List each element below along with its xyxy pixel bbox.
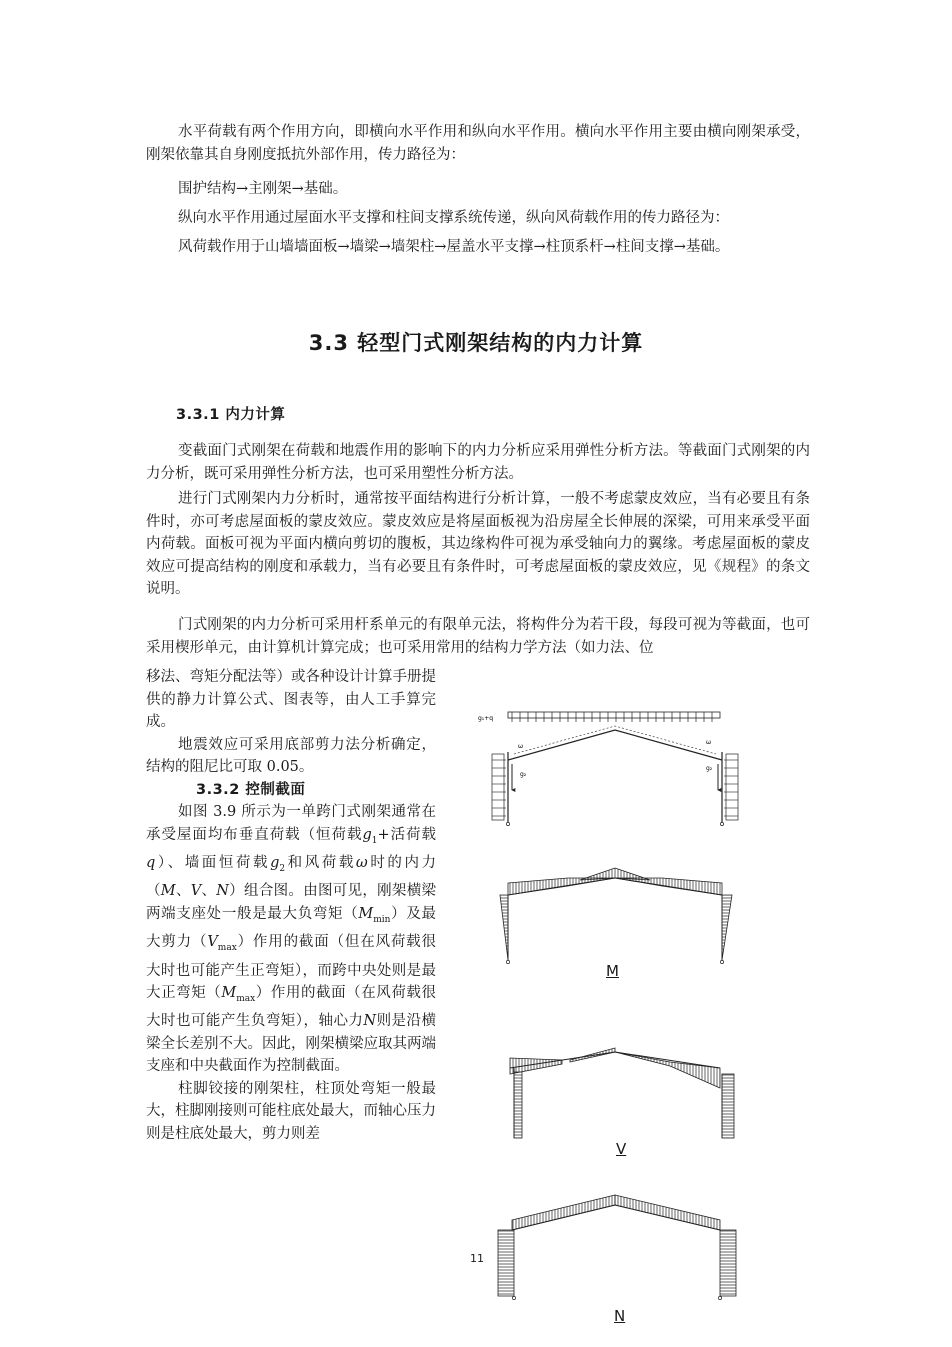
g2-label-right: g₂ [706, 765, 713, 772]
m-right-rafter-region [615, 878, 722, 895]
page-number: 11 [470, 1252, 484, 1265]
sub2-paragraph-2: 柱脚铰接的刚架柱，柱顶处弯矩一般最大，柱脚刚接则可能柱底处最大，而轴心压力则是柱底处最大，剪力则差 [146, 1080, 436, 1142]
axial-diagram-label: N [614, 1307, 626, 1325]
intro-paragraph-4: 风荷载作用于山墙墙面板→墙梁→墙架柱→屋盖水平支撑→柱顶系杆→柱间支撑→基础。 [178, 239, 730, 255]
sub1-paragraph-4: 地震效应可采用底部剪力法分析确定，结构的阻尼比可取 0.05。 [146, 736, 436, 775]
load-rafter [508, 730, 722, 760]
left-column [146, 666, 436, 1145]
shear-diagram-label: V [616, 1140, 627, 1158]
sub2-paragraph-1: 如图 3.9 所示为一单跨门式刚架通常在承受屋面均布垂直荷载（恒荷载$g_1+$活荷载q）、墙面恒荷载$g_2$和风荷载ω时的内力（M、V、N）组合图。由图可见，刚架横梁两端支座处一般是最大负弯矩$(M_{min})$及最大剪力$(V_{max})$作用的截面（但在风荷载很大时也可能产生正弯矩），而跨中央处则是最大正弯矩$(M_{max})$作用的截面（在风荷载很大时也可能产生负弯矩），轴心力N则是沿横梁全长差别不大。因此，刚架横梁应取其两端支座和中央截面作为控制截面。 [146, 804, 437, 1075]
v-right-column-region [722, 1074, 734, 1138]
sub1-paragraph-2: 进行门式刚架内力分析时，通常按平面结构进行分析计算，一般不考虑蒙皮效应，当有必要且有条件时，亦可考虑屋面板的蒙皮效应。蒙皮效应是将屋面板视为沿房屋全长伸展的深梁，可用来承受平面内荷载。面板可视为平面内横向剪切的腹板，其边缘构件可视为承受轴向力的翼缘。考虑屋面板的蒙皮效应可提高结构的刚度和承载力，当有必要且有条件时，可考虑屋面板的蒙皮效应，见《规程》的条文说明。 [146, 491, 810, 597]
section-title: 3.3 轻型门式刚架结构的内力计算 [308, 331, 644, 355]
n-right-column-region [720, 1230, 736, 1296]
subsection-title-3-3-2: 3.3.2 控制截面 [196, 781, 306, 798]
sub1-paragraph-3-continued: 移法、弯矩分配法等）或各种设计计算手册提供的静力计算公式、图表等，由人工手算完成。 [146, 669, 436, 730]
n-left-column-region [498, 1230, 514, 1296]
m-right-column-region [722, 895, 732, 960]
left-wind-box [492, 754, 504, 820]
subsection-title-3-3-1: 3.3.1 内力计算 [176, 407, 286, 423]
m-midspan-region [580, 868, 650, 880]
frame-internal-force-figure [470, 690, 760, 1320]
roof-load-arrows [512, 712, 712, 722]
w-label-right: ω [706, 739, 712, 746]
shear-diagram [510, 1048, 734, 1138]
axial-diagram [498, 1195, 736, 1300]
v-right-rafter-region [615, 1052, 720, 1088]
m-left-rafter-region [508, 878, 615, 895]
v-left-rafter-region [510, 1058, 562, 1074]
intro-paragraph-1: 水平荷载有两个作用方向，即横向水平作用和纵向水平作用。横向水平作用主要由横向刚架承受，刚架依靠其自身刚度抵抗外部作用，传力路径为： [146, 124, 810, 163]
g2-label-left: g₂ [520, 771, 527, 778]
v-left-column-region [514, 1072, 522, 1138]
moment-diagram-label: M [606, 962, 619, 980]
right-wind-box [726, 754, 738, 820]
n-right-rafter-region [615, 1195, 720, 1230]
m-left-column-region [500, 895, 508, 960]
moment-diagram [500, 868, 732, 964]
sub1-paragraph-3: 门式刚架的内力分析可采用杆系单元的有限单元法，将构件分为若干段，每段可视为等截面，也可采用楔形单元，由计算机计算完成；也可采用常用的结构力学方法（如力法、位 [146, 617, 810, 656]
w-label-left: ω [518, 743, 524, 750]
sub1-paragraph-1: 变截面门式刚架在荷载和地震作用的影响下的内力分析应采用弹性分析方法。等截面门式刚架的内力分析，既可采用弹性分析方法，也可采用塑性分析方法。 [146, 443, 810, 482]
load-label: g₁+q [478, 715, 494, 722]
load-diagram [478, 712, 738, 826]
n-left-rafter-region [512, 1195, 615, 1230]
intro-paragraph-2: 围护结构→主刚架→基础。 [178, 181, 348, 197]
intro-paragraph-3: 纵向水平作用通过屋面水平支撑和柱间支撑系统传递，纵向风荷载作用的传力路径为： [178, 210, 729, 226]
v-left-mid-region [570, 1048, 615, 1062]
